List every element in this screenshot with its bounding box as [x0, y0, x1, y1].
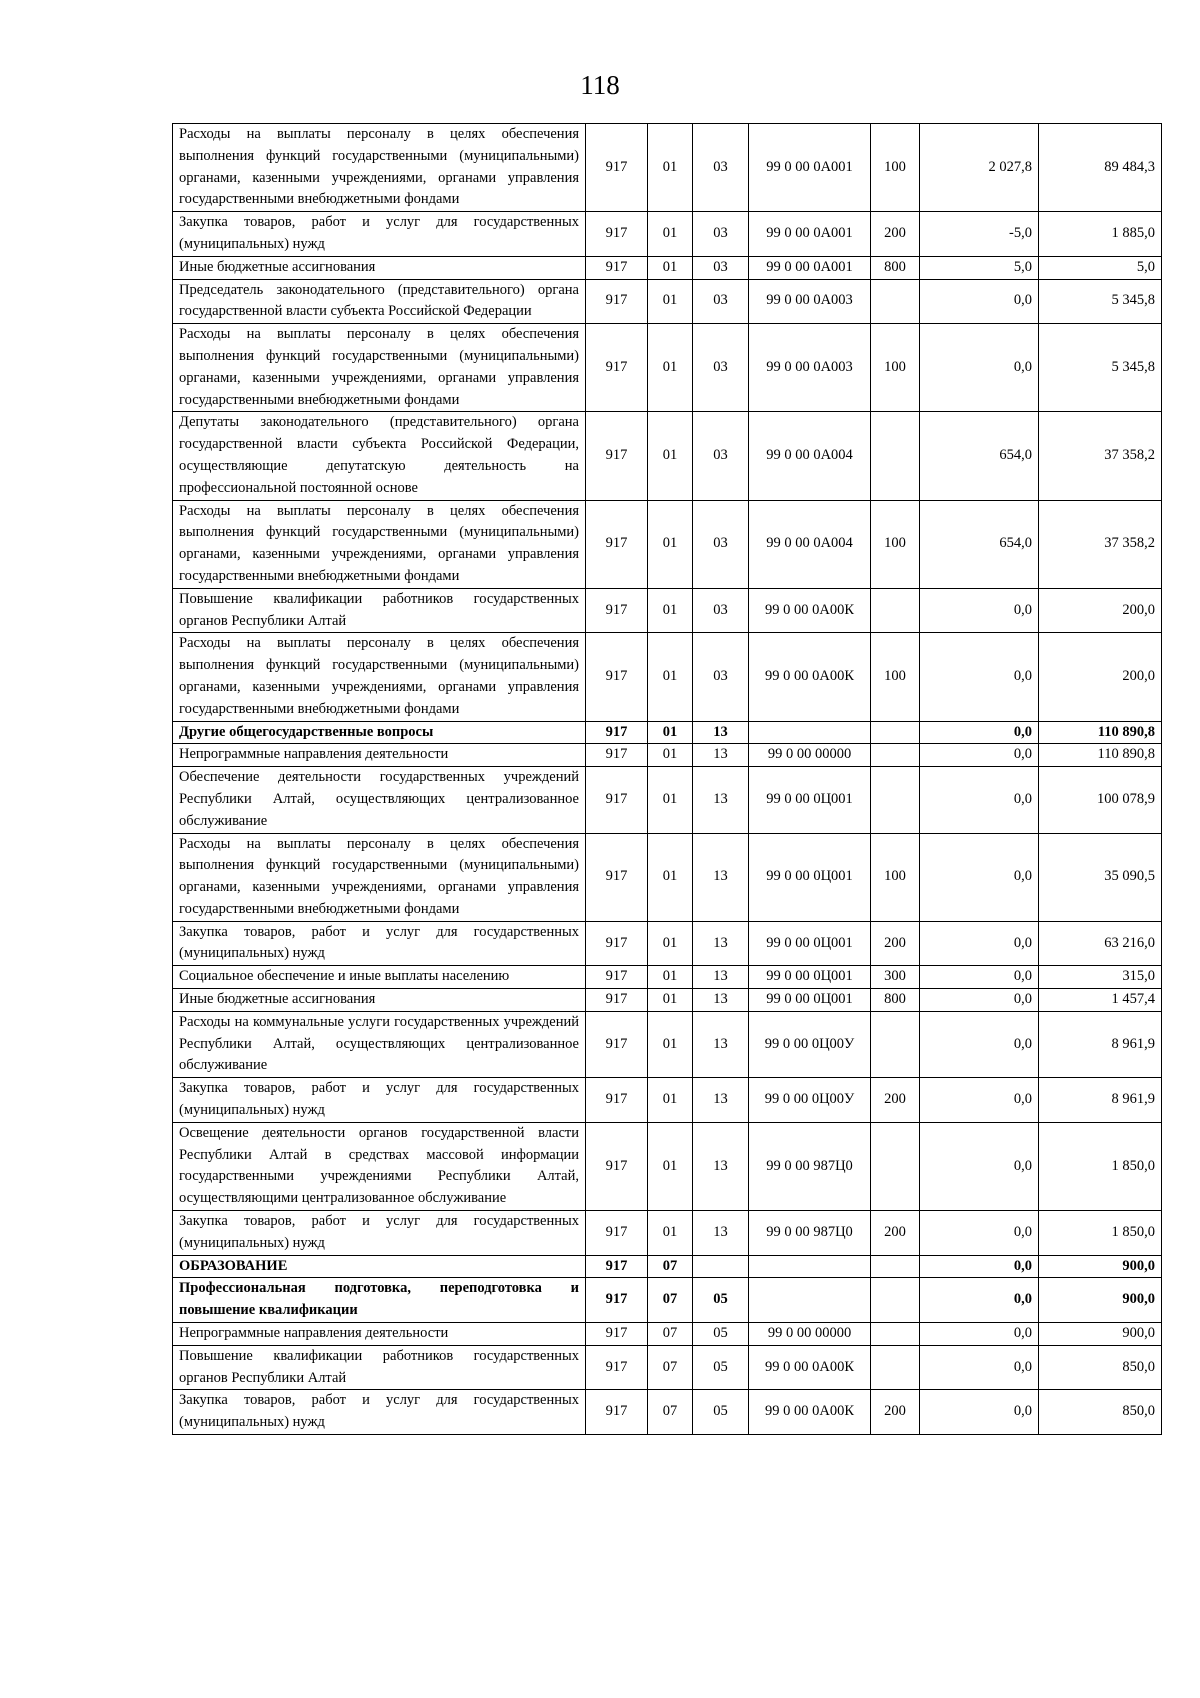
cell-subsection: 03 [693, 256, 749, 279]
cell-target-article: 99 0 00 0Ц00У [749, 1078, 871, 1123]
cell-subsection: 05 [693, 1278, 749, 1323]
cell-target-article: 99 0 00 0А00К [749, 633, 871, 721]
cell-subsection: 13 [693, 1078, 749, 1123]
cell-change-amount: 0,0 [920, 989, 1039, 1012]
cell-subsection: 03 [693, 279, 749, 324]
cell-change-amount: 0,0 [920, 921, 1039, 966]
cell-gov-code: 917 [586, 1011, 648, 1077]
cell-total-amount: 35 090,5 [1039, 833, 1162, 921]
cell-target-article: 99 0 00 0А003 [749, 279, 871, 324]
row-name: Иные бюджетные ассигнования [173, 989, 586, 1012]
cell-subsection: 13 [693, 721, 749, 744]
row-name: Повышение квалификации работников государственных органов Республики Алтай [173, 588, 586, 633]
cell-gov-code: 917 [586, 721, 648, 744]
table-row [173, 966, 1162, 989]
row-name: Закупка товаров, работ и услуг для государственных (муниципальных) нужд [173, 921, 586, 966]
cell-expense-type: 100 [871, 324, 920, 412]
table-row [173, 633, 1162, 721]
cell-target-article: 99 0 00 0А00К [749, 1390, 871, 1435]
cell-total-amount: 5,0 [1039, 256, 1162, 279]
cell-target-article: 99 0 00 0Ц001 [749, 767, 871, 833]
row-name: Социальное обеспечение и иные выплаты населению [173, 966, 586, 989]
cell-section: 01 [648, 921, 693, 966]
cell-gov-code: 917 [586, 1323, 648, 1346]
cell-section: 01 [648, 721, 693, 744]
cell-total-amount: 1 885,0 [1039, 212, 1162, 257]
cell-target-article: 99 0 00 0Ц00У [749, 1011, 871, 1077]
cell-gov-code: 917 [586, 633, 648, 721]
row-name: Расходы на коммунальные услуги государственных учреждений Республики Алтай, осуществляющих централизованное обслуживание [173, 1011, 586, 1077]
row-name: Расходы на выплаты персоналу в целях обеспечения выполнения функций государственными (муниципальными) органами, казенными учреждениями, органами управления государственными внебюджетными фондами [173, 633, 586, 721]
cell-total-amount: 110 890,8 [1039, 744, 1162, 767]
cell-expense-type: 100 [871, 124, 920, 212]
cell-subsection: 13 [693, 921, 749, 966]
cell-change-amount: 0,0 [920, 721, 1039, 744]
table-row [173, 1211, 1162, 1256]
cell-expense-type [871, 279, 920, 324]
cell-target-article: 99 0 00 0Ц001 [749, 833, 871, 921]
cell-target-article: 99 0 00 987Ц0 [749, 1122, 871, 1210]
cell-section: 01 [648, 767, 693, 833]
row-name: Закупка товаров, работ и услуг для государственных (муниципальных) нужд [173, 1390, 586, 1435]
row-name: Освещение деятельности органов государственной власти Республики Алтай в средствах массовой информации государственными учреждениями Республики Алтай, осуществляющими централизованное обслуживание [173, 1122, 586, 1210]
table-row [173, 744, 1162, 767]
row-name: Депутаты законодательного (представительного) органа государственной власти субъекта Российской Федерации, осуществляющие депутатскую деятельность на профессиональной постоянной основе [173, 412, 586, 500]
cell-gov-code: 917 [586, 767, 648, 833]
cell-target-article: 99 0 00 0А004 [749, 412, 871, 500]
cell-gov-code: 917 [586, 1078, 648, 1123]
table-row [173, 721, 1162, 744]
table-row [173, 989, 1162, 1012]
cell-subsection: 13 [693, 767, 749, 833]
cell-expense-type [871, 1323, 920, 1346]
cell-change-amount: 0,0 [920, 833, 1039, 921]
cell-change-amount: 0,0 [920, 1390, 1039, 1435]
cell-section: 01 [648, 212, 693, 257]
cell-total-amount: 8 961,9 [1039, 1011, 1162, 1077]
cell-total-amount: 37 358,2 [1039, 500, 1162, 588]
cell-total-amount: 900,0 [1039, 1323, 1162, 1346]
cell-section: 01 [648, 124, 693, 212]
cell-subsection: 05 [693, 1323, 749, 1346]
cell-section: 01 [648, 256, 693, 279]
row-name: Другие общегосударственные вопросы [173, 721, 586, 744]
cell-change-amount: 0,0 [920, 966, 1039, 989]
cell-section: 01 [648, 633, 693, 721]
cell-target-article: 99 0 00 00000 [749, 1323, 871, 1346]
cell-target-article [749, 721, 871, 744]
row-name: Председатель законодательного (представительного) органа государственной власти субъекта Российской Федерации [173, 279, 586, 324]
row-name: Расходы на выплаты персоналу в целях обеспечения выполнения функций государственными (муниципальными) органами, казенными учреждениями, органами управления государственными внебюджетными фондами [173, 500, 586, 588]
cell-change-amount: 0,0 [920, 1345, 1039, 1390]
cell-total-amount: 850,0 [1039, 1390, 1162, 1435]
row-name: Расходы на выплаты персоналу в целях обеспечения выполнения функций государственными (муниципальными) органами, казенными учреждениями, органами управления государственными внебюджетными фондами [173, 833, 586, 921]
cell-change-amount: 0,0 [920, 1011, 1039, 1077]
cell-expense-type [871, 1278, 920, 1323]
cell-subsection: 05 [693, 1345, 749, 1390]
cell-section: 01 [648, 744, 693, 767]
cell-gov-code: 917 [586, 921, 648, 966]
cell-change-amount: 654,0 [920, 412, 1039, 500]
cell-gov-code: 917 [586, 256, 648, 279]
cell-change-amount: 0,0 [920, 279, 1039, 324]
cell-section: 01 [648, 1078, 693, 1123]
cell-change-amount: 2 027,8 [920, 124, 1039, 212]
cell-change-amount: 0,0 [920, 1078, 1039, 1123]
cell-expense-type [871, 412, 920, 500]
cell-total-amount: 5 345,8 [1039, 279, 1162, 324]
cell-gov-code: 917 [586, 212, 648, 257]
cell-gov-code: 917 [586, 588, 648, 633]
cell-expense-type: 100 [871, 833, 920, 921]
cell-gov-code: 917 [586, 412, 648, 500]
cell-gov-code: 917 [586, 324, 648, 412]
cell-expense-type [871, 588, 920, 633]
cell-section: 01 [648, 412, 693, 500]
cell-expense-type [871, 721, 920, 744]
cell-change-amount: 5,0 [920, 256, 1039, 279]
cell-section: 07 [648, 1255, 693, 1278]
cell-change-amount: 0,0 [920, 633, 1039, 721]
row-name: Расходы на выплаты персоналу в целях обеспечения выполнения функций государственными (муниципальными) органами, казенными учреждениями, органами управления государственными внебюджетными фондами [173, 124, 586, 212]
table-row [173, 412, 1162, 500]
cell-expense-type [871, 767, 920, 833]
cell-subsection: 13 [693, 1122, 749, 1210]
table-row [173, 324, 1162, 412]
cell-target-article: 99 0 00 0А001 [749, 124, 871, 212]
cell-target-article: 99 0 00 0А001 [749, 256, 871, 279]
cell-subsection: 03 [693, 324, 749, 412]
cell-target-article [749, 1255, 871, 1278]
cell-gov-code: 917 [586, 124, 648, 212]
cell-section: 07 [648, 1323, 693, 1346]
row-name: Повышение квалификации работников государственных органов Республики Алтай [173, 1345, 586, 1390]
cell-change-amount: 0,0 [920, 1278, 1039, 1323]
cell-section: 01 [648, 989, 693, 1012]
cell-gov-code: 917 [586, 1122, 648, 1210]
cell-gov-code: 917 [586, 1390, 648, 1435]
cell-target-article: 99 0 00 0А00К [749, 1345, 871, 1390]
table-row [173, 1011, 1162, 1077]
cell-gov-code: 917 [586, 279, 648, 324]
cell-total-amount: 5 345,8 [1039, 324, 1162, 412]
cell-expense-type [871, 1255, 920, 1278]
cell-change-amount: 0,0 [920, 588, 1039, 633]
cell-subsection: 03 [693, 588, 749, 633]
cell-change-amount: 0,0 [920, 324, 1039, 412]
cell-target-article: 99 0 00 0А00К [749, 588, 871, 633]
row-name: Непрограммные направления деятельности [173, 1323, 586, 1346]
cell-subsection [693, 1255, 749, 1278]
table-row [173, 256, 1162, 279]
cell-target-article: 99 0 00 0А004 [749, 500, 871, 588]
cell-expense-type [871, 1122, 920, 1210]
cell-subsection: 05 [693, 1390, 749, 1435]
cell-gov-code: 917 [586, 1278, 648, 1323]
cell-total-amount: 89 484,3 [1039, 124, 1162, 212]
cell-total-amount: 1 850,0 [1039, 1122, 1162, 1210]
cell-expense-type: 200 [871, 1211, 920, 1256]
cell-change-amount: 0,0 [920, 1255, 1039, 1278]
cell-section: 01 [648, 1011, 693, 1077]
table-row [173, 279, 1162, 324]
cell-change-amount: -5,0 [920, 212, 1039, 257]
cell-subsection: 13 [693, 1011, 749, 1077]
cell-total-amount: 900,0 [1039, 1278, 1162, 1323]
cell-target-article: 99 0 00 0Ц001 [749, 966, 871, 989]
cell-change-amount: 654,0 [920, 500, 1039, 588]
cell-gov-code: 917 [586, 966, 648, 989]
cell-subsection: 13 [693, 744, 749, 767]
cell-expense-type: 800 [871, 989, 920, 1012]
cell-expense-type [871, 744, 920, 767]
table-row [173, 1323, 1162, 1346]
cell-expense-type: 200 [871, 921, 920, 966]
cell-expense-type: 300 [871, 966, 920, 989]
cell-gov-code: 917 [586, 833, 648, 921]
cell-section: 01 [648, 1211, 693, 1256]
row-name: Закупка товаров, работ и услуг для государственных (муниципальных) нужд [173, 212, 586, 257]
row-name: Иные бюджетные ассигнования [173, 256, 586, 279]
cell-gov-code: 917 [586, 1211, 648, 1256]
cell-expense-type: 800 [871, 256, 920, 279]
cell-expense-type: 100 [871, 500, 920, 588]
budget-table [172, 123, 1162, 1435]
table-row [173, 767, 1162, 833]
cell-expense-type: 200 [871, 212, 920, 257]
table-row [173, 1078, 1162, 1123]
table-row [173, 500, 1162, 588]
budget-table-body [173, 124, 1162, 1435]
row-name: Закупка товаров, работ и услуг для государственных (муниципальных) нужд [173, 1211, 586, 1256]
cell-subsection: 03 [693, 212, 749, 257]
table-row [173, 124, 1162, 212]
cell-change-amount: 0,0 [920, 1323, 1039, 1346]
cell-gov-code: 917 [586, 1255, 648, 1278]
cell-subsection: 13 [693, 989, 749, 1012]
cell-gov-code: 917 [586, 989, 648, 1012]
cell-total-amount: 110 890,8 [1039, 721, 1162, 744]
cell-total-amount: 1 850,0 [1039, 1211, 1162, 1256]
cell-change-amount: 0,0 [920, 1122, 1039, 1210]
table-row [173, 1390, 1162, 1435]
cell-section: 01 [648, 1122, 693, 1210]
cell-target-article: 99 0 00 0Ц001 [749, 989, 871, 1012]
cell-expense-type: 100 [871, 633, 920, 721]
cell-total-amount: 37 358,2 [1039, 412, 1162, 500]
cell-change-amount: 0,0 [920, 744, 1039, 767]
cell-target-article: 99 0 00 987Ц0 [749, 1211, 871, 1256]
cell-subsection: 03 [693, 412, 749, 500]
row-name: Закупка товаров, работ и услуг для государственных (муниципальных) нужд [173, 1078, 586, 1123]
cell-target-article: 99 0 00 0А003 [749, 324, 871, 412]
cell-subsection: 13 [693, 1211, 749, 1256]
cell-change-amount: 0,0 [920, 1211, 1039, 1256]
cell-subsection: 03 [693, 500, 749, 588]
table-row [173, 212, 1162, 257]
row-name: Профессиональная подготовка, переподготовка и повышение квалификации [173, 1278, 586, 1323]
cell-section: 01 [648, 279, 693, 324]
cell-total-amount: 850,0 [1039, 1345, 1162, 1390]
cell-total-amount: 200,0 [1039, 633, 1162, 721]
cell-expense-type [871, 1345, 920, 1390]
cell-total-amount: 8 961,9 [1039, 1078, 1162, 1123]
cell-section: 01 [648, 324, 693, 412]
row-name: ОБРАЗОВАНИЕ [173, 1255, 586, 1278]
cell-section: 01 [648, 833, 693, 921]
page-number: 118 [580, 70, 620, 100]
cell-change-amount: 0,0 [920, 767, 1039, 833]
table-row [173, 1122, 1162, 1210]
row-name: Расходы на выплаты персоналу в целях обеспечения выполнения функций государственными (муниципальными) органами, казенными учреждениями, органами управления государственными внебюджетными фондами [173, 324, 586, 412]
cell-target-article: 99 0 00 00000 [749, 744, 871, 767]
table-row [173, 1345, 1162, 1390]
table-row [173, 1255, 1162, 1278]
cell-section: 07 [648, 1278, 693, 1323]
cell-total-amount: 900,0 [1039, 1255, 1162, 1278]
cell-expense-type [871, 1011, 920, 1077]
cell-target-article: 99 0 00 0Ц001 [749, 921, 871, 966]
cell-gov-code: 917 [586, 1345, 648, 1390]
cell-total-amount: 1 457,4 [1039, 989, 1162, 1012]
cell-expense-type: 200 [871, 1078, 920, 1123]
cell-target-article [749, 1278, 871, 1323]
cell-target-article: 99 0 00 0А001 [749, 212, 871, 257]
table-row [173, 588, 1162, 633]
cell-subsection: 13 [693, 833, 749, 921]
cell-gov-code: 917 [586, 500, 648, 588]
row-name: Обеспечение деятельности государственных учреждений Республики Алтай, осуществляющих централизованное обслуживание [173, 767, 586, 833]
cell-total-amount: 63 216,0 [1039, 921, 1162, 966]
cell-section: 01 [648, 588, 693, 633]
table-row [173, 1278, 1162, 1323]
cell-total-amount: 100 078,9 [1039, 767, 1162, 833]
table-row [173, 921, 1162, 966]
cell-subsection: 03 [693, 124, 749, 212]
row-name: Непрограммные направления деятельности [173, 744, 586, 767]
cell-section: 07 [648, 1390, 693, 1435]
cell-expense-type: 200 [871, 1390, 920, 1435]
cell-section: 01 [648, 500, 693, 588]
table-row [173, 833, 1162, 921]
cell-gov-code: 917 [586, 744, 648, 767]
cell-subsection: 13 [693, 966, 749, 989]
cell-section: 01 [648, 966, 693, 989]
cell-section: 07 [648, 1345, 693, 1390]
cell-total-amount: 315,0 [1039, 966, 1162, 989]
cell-total-amount: 200,0 [1039, 588, 1162, 633]
cell-subsection: 03 [693, 633, 749, 721]
